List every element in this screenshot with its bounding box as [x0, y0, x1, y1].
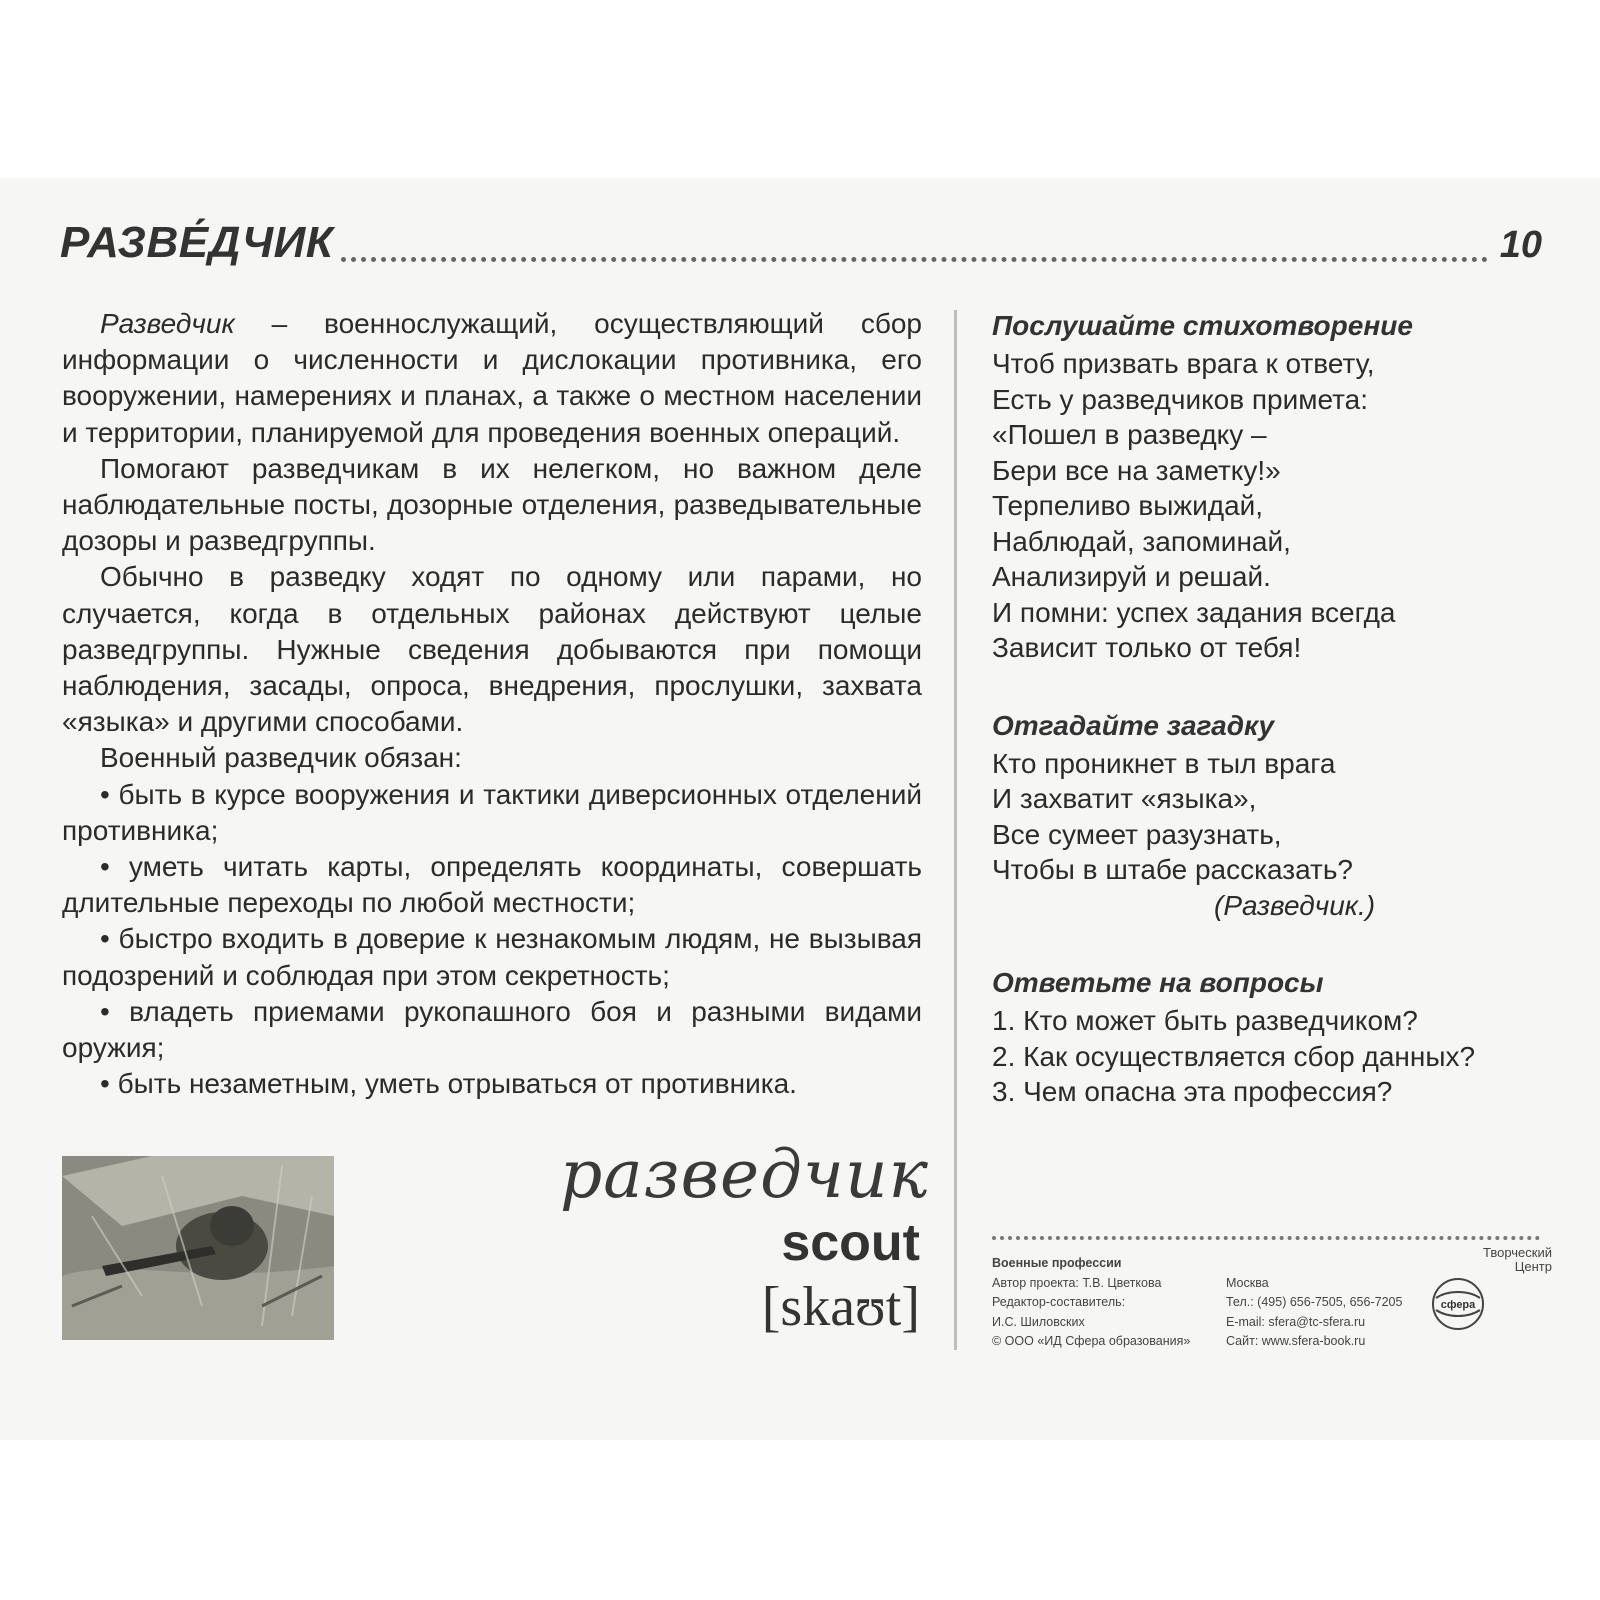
riddle-line: Чтобы в штабе рассказать? — [992, 854, 1354, 885]
column-divider — [954, 310, 957, 1350]
riddle-line: Все сумеет разузнать, — [992, 818, 1282, 850]
description-paragraph-3: Обычно в разведку ходят по одному или парами, но случается, когда в отдельных районах действуют целые разведгруппы. Нужные сведения добываются при помощи наблюдения, засады, опроса, внедрения, прослушки, захвата «языка» и другими способами. — [62, 561, 922, 738]
duty-item: • уметь читать карты, определять координаты, совершать длительные переходы по любой местности; — [62, 849, 922, 921]
questions — [992, 1003, 1552, 1110]
soldier-photo — [62, 1156, 334, 1340]
transcription: [skaʊt] — [761, 1276, 920, 1338]
publisher-line-2: Центр — [1514, 1259, 1552, 1274]
description-column — [62, 306, 922, 1102]
spacer — [1226, 1254, 1446, 1274]
description-paragraph-1-text: – военнослужащий, осуществляющий сбор информации о численности и дислокации противника, его вооружении, намерениях и планах, а также о местном населении и территории, планируемой для проведения военных операций. — [62, 308, 922, 448]
spacer — [992, 923, 1552, 963]
footer-credits — [992, 1254, 1222, 1352]
riddle-answer: (Разведчик.) — [1214, 889, 1376, 921]
riddle-line: Кто проникнет в тыл врага — [992, 747, 1336, 779]
duty-item: • быть незаметным, уметь отрываться от противника. — [62, 1066, 922, 1102]
poem-line: Анализируй и решай. — [992, 561, 1271, 592]
questions-heading: Ответьте на вопросы — [992, 967, 1324, 998]
phone: Тел.: (495) 656-7505, 656-7205 — [1226, 1295, 1403, 1309]
poem-line: И помни: успех задания всегда — [992, 596, 1396, 628]
footer-contacts — [1226, 1254, 1446, 1352]
dotted-leader — [341, 256, 1487, 262]
description-paragraph-2: Помогают разведчикам в их нелегком, но важном деле наблюдательные посты, дозорные отделения, разведывательные дозоры и разведгруппы. — [62, 452, 922, 557]
footer-dotted-rule — [992, 1236, 1540, 1240]
author: Автор проекта: Т.В. Цветкова — [992, 1275, 1162, 1290]
poem-line: Наблюдай, запоминай, — [992, 525, 1291, 557]
handwritten-word: разведчик — [560, 1136, 929, 1213]
page-title: РАЗВЕ́ДЧИК — [60, 218, 334, 267]
duties-list — [62, 777, 922, 1103]
spacer — [992, 666, 1552, 706]
question-item: 1. Кто может быть разведчиком? — [992, 1005, 1418, 1036]
city: Москва — [1226, 1275, 1269, 1290]
photo-icon — [62, 1156, 334, 1340]
term: Разведчик — [100, 308, 235, 339]
duty-item: • владеть приемами рукопашного боя и разными видами оружия; — [62, 994, 922, 1066]
poem-line: Бери все на заметку!» — [992, 454, 1281, 486]
series-name: Военные профессии — [992, 1256, 1122, 1270]
word-block — [560, 1136, 929, 1340]
poem — [992, 346, 1552, 666]
riddle-heading: Отгадайте загадку — [992, 709, 1275, 741]
duty-item: • быстро входить в доверие к незнакомым людям, не вызывая подозрений и соблюдая при этом секретность; — [62, 921, 922, 993]
publisher-line-1: Творческий — [1482, 1245, 1552, 1260]
email: E-mail: sfera@tc-sfera.ru — [1226, 1314, 1366, 1329]
duties-intro: Военный разведчик обязан: — [100, 742, 462, 774]
question-item: 2. Как осуществляется сбор данных? — [992, 1040, 1476, 1072]
question-item: 3. Чем опасна эта профессия? — [992, 1076, 1393, 1107]
riddle-line: И захватит «языка», — [992, 783, 1257, 814]
sfera-logo-icon — [1430, 1276, 1486, 1332]
website: Сайт: www.sfera-book.ru — [1226, 1334, 1366, 1348]
duty-item: • быть в курсе вооружения и тактики диверсионных отделений противника; — [62, 777, 922, 849]
page-number: 10 — [1499, 224, 1542, 266]
copyright: © ООО «ИД Сфера образования» — [992, 1334, 1191, 1348]
riddle — [992, 746, 1552, 924]
poem-heading: Послушайте стихотворение — [992, 310, 1413, 341]
poem-line: Зависит только от тебя! — [992, 632, 1302, 663]
poem-line: Терпеливо выжидай, — [992, 490, 1264, 521]
poem-line: Есть у разведчиков примета: — [992, 383, 1369, 415]
poem-line: «Пошел в разведку – — [992, 419, 1267, 450]
header — [60, 218, 1542, 278]
publisher-name — [1422, 1246, 1552, 1274]
card — [0, 178, 1600, 1440]
poem-line: Чтоб призвать врага к ответу, — [992, 348, 1375, 379]
editor-name: И.С. Шиловских — [992, 1314, 1085, 1329]
logo-text: сфера — [1440, 1299, 1476, 1311]
editor-label: Редактор-составитель: — [992, 1295, 1126, 1309]
english-word: scout — [781, 1214, 920, 1272]
activities-column — [992, 306, 1552, 1110]
description-paragraph-1 — [62, 306, 922, 451]
